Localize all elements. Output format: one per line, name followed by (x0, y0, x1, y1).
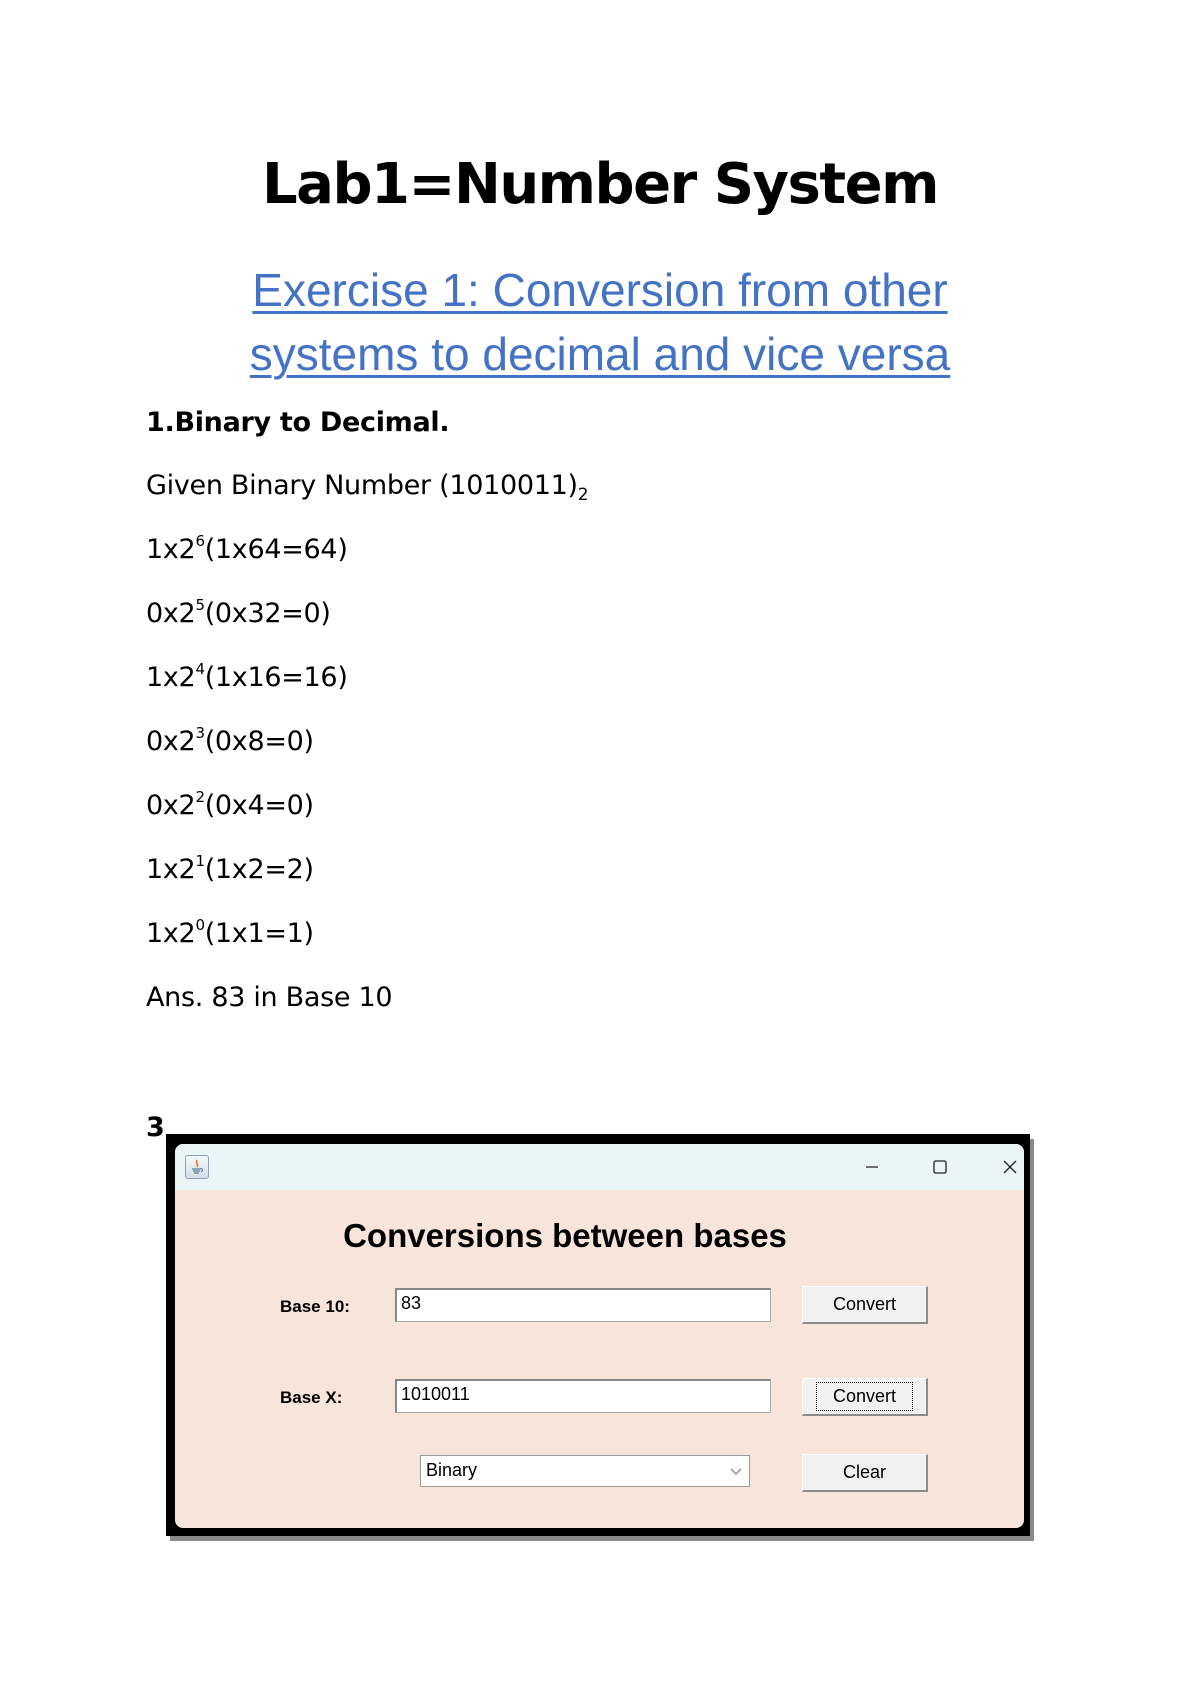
maximize-button[interactable] (920, 1152, 960, 1182)
step-line (146, 660, 348, 696)
step-exponent: 1 (195, 852, 205, 870)
step-calc: (0x32=0) (204, 598, 331, 629)
step-line (146, 916, 314, 952)
close-button[interactable] (990, 1152, 1024, 1182)
base-select[interactable] (420, 1455, 750, 1487)
convert-button-label: Convert (832, 1294, 897, 1314)
form-title: Conversions between bases (343, 1217, 787, 1254)
step-line (146, 852, 314, 888)
base-select-value: Binary (426, 1460, 478, 1480)
convert-button-basex[interactable] (802, 1378, 928, 1416)
step-line (146, 596, 331, 632)
step-calc: (1x16=16) (204, 662, 348, 693)
convert-button-label: Convert (817, 1383, 912, 1410)
page-title: Lab1=Number System (262, 152, 938, 217)
base-subscript: 2 (577, 485, 589, 505)
app-window-screenshot (166, 1134, 1030, 1536)
close-icon (1002, 1159, 1018, 1175)
step-coef: 1x2 (146, 918, 196, 949)
step-calc: (1x1=1) (204, 918, 314, 949)
step-calc: (0x8=0) (204, 726, 314, 757)
exercise-heading[interactable] (0, 258, 1200, 386)
step-exponent: 5 (195, 596, 205, 614)
given-text: Given Binary Number (1010011) (146, 470, 578, 501)
basex-label: Base X: (280, 1388, 343, 1407)
chevron-down-icon (729, 1467, 743, 1477)
step-coef: 1x2 (146, 662, 196, 693)
clear-button-label: Clear (842, 1462, 886, 1482)
step-line (146, 788, 314, 824)
step-coef: 0x2 (146, 598, 196, 629)
step-exponent: 6 (195, 532, 205, 550)
base10-label: Base 10: (280, 1297, 350, 1316)
minimize-icon (864, 1159, 880, 1175)
basex-input[interactable]: 1010011 (395, 1379, 771, 1413)
step-line (146, 724, 314, 760)
clear-button[interactable] (802, 1454, 928, 1492)
step-exponent: 3 (195, 724, 205, 742)
step-calc: (0x4=0) (204, 790, 314, 821)
section-3-label: 3 (146, 1112, 165, 1143)
step-line (146, 532, 348, 568)
step-coef: 0x2 (146, 790, 196, 821)
title-bar (175, 1144, 1024, 1190)
section-heading-binary-to-decimal: 1.Binary to Decimal. (146, 407, 450, 438)
step-calc: (1x2=2) (204, 854, 314, 885)
step-exponent: 4 (195, 660, 205, 678)
base10-input[interactable]: 83 (395, 1288, 771, 1322)
convert-button-base10[interactable] (802, 1286, 928, 1324)
step-coef: 1x2 (146, 854, 196, 885)
exercise-heading-line-1: Exercise 1: Conversion from other (252, 264, 948, 316)
step-calc: (1x64=64) (204, 534, 348, 565)
minimize-button[interactable] (852, 1152, 892, 1182)
answer-line: Ans. 83 in Base 10 (146, 982, 393, 1013)
app-window (175, 1144, 1024, 1528)
exercise-heading-line-2: systems to decimal and vice versa (249, 328, 951, 380)
given-binary-number (146, 468, 588, 504)
step-exponent: 0 (195, 916, 205, 934)
maximize-icon (932, 1159, 948, 1175)
step-exponent: 2 (195, 788, 205, 806)
java-icon (185, 1155, 209, 1179)
step-coef: 1x2 (146, 534, 196, 565)
step-coef: 0x2 (146, 726, 196, 757)
